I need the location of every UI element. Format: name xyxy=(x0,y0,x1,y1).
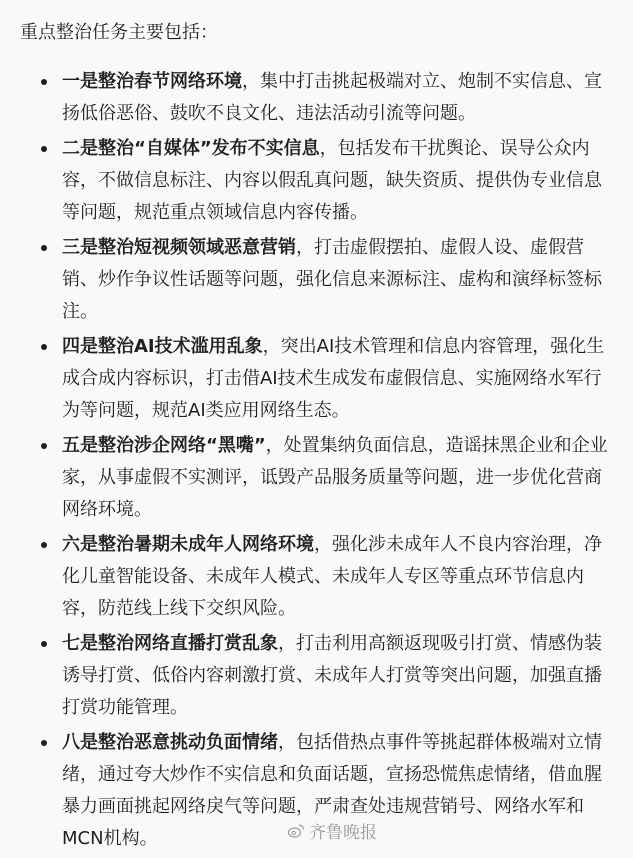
item-heading: 七是整治网络直播打赏乱象 xyxy=(62,633,278,654)
item-text: ，强化涉未成年人不良内容治理，净化儿童智能设备、未成年人模式、未成年人专区等重点环节信息内容，防范线上线下交织风险。 xyxy=(62,534,602,619)
list-item xyxy=(0,628,633,724)
list-item xyxy=(0,133,633,229)
bullet-icon xyxy=(41,245,47,251)
bullet-icon xyxy=(41,344,47,350)
item-heading: 八是整治恶意挑动负面情绪 xyxy=(62,732,278,753)
item-heading: 一是整治春节网络环境 xyxy=(62,71,242,92)
item-text: ，打击利用高额返现吸引打赏、情感伪装诱导打赏、低俗内容刺激打赏、未成年人打赏等突出问题，加强直播打赏功能管理。 xyxy=(62,633,602,718)
item-heading: 三是整治短视频领域恶意营销 xyxy=(62,237,296,258)
list-item xyxy=(0,232,633,328)
item-text: ，打击虚假摆拍、虚假人设、虚假营销、炒作争议性话题等问题，强化信息来源标注、虚构和演绎标签标注。 xyxy=(62,237,602,322)
intro-heading: 重点整治任务主要包括： xyxy=(20,22,218,43)
bullet-icon xyxy=(41,542,47,548)
bullet-icon xyxy=(41,443,47,449)
list-item xyxy=(0,331,633,427)
item-text: ，突出AI技术管理和信息内容管理，强化生成合成内容标识，打击借AI技术生成发布虚假信息、实施网络水军行为等问题，规范AI类应用网络生态。 xyxy=(62,336,605,421)
weibo-icon xyxy=(287,822,305,840)
watermark xyxy=(287,818,377,843)
item-heading: 五是整治涉企网络“黑嘴” xyxy=(62,435,266,456)
item-text: ，包括发布干扰舆论、误导公众内容，不做信息标注、内容以假乱真问题，缺失资质、提供伪专业信息等问题，规范重点领域信息内容传播。 xyxy=(62,138,602,223)
bullet-icon xyxy=(41,146,47,152)
item-text: ，包括借热点事件等挑起群体极端对立情绪，通过夸大炒作不实信息和负面话题，宣扬恐慌焦虑情绪，借血腥暴力画面挑起网络戾气等问题，严肃查处违规营销号、网络水军和MCN机构。 xyxy=(62,732,602,849)
item-text: ，处置集纳负面信息，造谣抹黑企业和企业家，从事虚假不实测评，诋毁产品服务质量等问题，进一步优化营商网络环境。 xyxy=(62,435,608,520)
list-item xyxy=(0,430,633,526)
bullet-icon xyxy=(41,79,47,85)
list-item xyxy=(0,66,633,130)
list-item xyxy=(0,529,633,625)
item-text: ，集中打击挑起极端对立、炮制不实信息、宣扬低俗恶俗、鼓吹不良文化、违法活动引流等问题。 xyxy=(62,71,602,124)
watermark-text: 齐鲁晚报 xyxy=(309,823,377,843)
item-heading: 四是整治AI技术滥用乱象 xyxy=(62,336,263,357)
item-heading: 二是整治“自媒体”发布不实信息 xyxy=(62,138,320,159)
task-list xyxy=(0,66,633,858)
item-heading: 六是整治暑期未成年人网络环境 xyxy=(62,534,314,555)
bullet-icon xyxy=(41,740,47,746)
bullet-icon xyxy=(41,641,47,647)
